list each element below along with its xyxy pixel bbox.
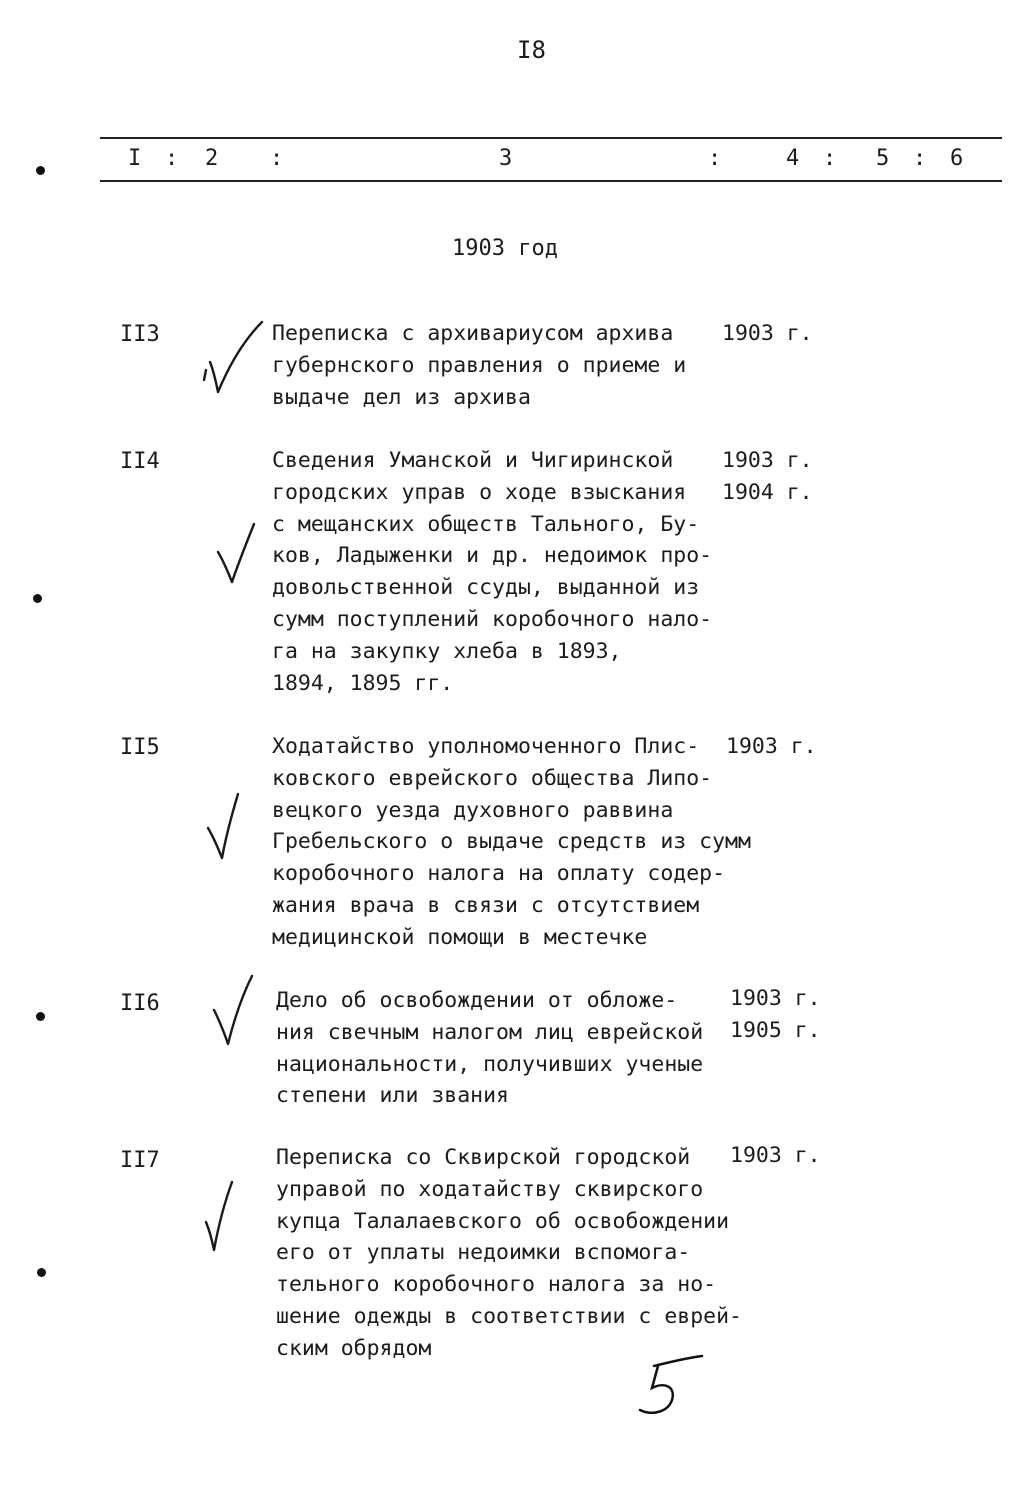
record-number: II6	[120, 991, 160, 1016]
column-separator: :	[913, 146, 927, 171]
checkmark-icon	[204, 790, 264, 865]
margin-dot	[33, 594, 42, 603]
margin-dot	[36, 1012, 45, 1021]
page-number: I8	[517, 36, 546, 64]
record-title: Переписка с архивариусом архива губернского правления о приеме и выдаче дел из архива	[272, 321, 687, 410]
column-separator: :	[823, 146, 837, 171]
record-dates: 1903 г.	[730, 1143, 821, 1168]
margin-dot	[36, 166, 45, 175]
column-header-6: 6	[950, 146, 964, 171]
margin-dot	[37, 1268, 46, 1277]
header-rule-bottom	[100, 180, 1002, 182]
record-number: II7	[120, 1148, 160, 1173]
record-number: II5	[120, 735, 160, 760]
record-title: Сведения Уманской и Чигиринской городских управ о ходе взыскания с мещанских обществ Тального, Бу- ков, Ладыженки и др. недоимок про- довольственной ссуды, выданной из сумм поступлений коробочного нало- га на закупку хлеба в 1893, 1894, 1895 гг.	[272, 448, 713, 696]
handwritten-sheet-number-text	[640, 1365, 664, 1411]
record-title: Ходатайство уполномоченного Плис- ковского еврейского общества Липо- вецкого уезда духовного раввина Гребельского о выдаче средств из сумм коробочного налога на оплату содер- жания врача в связи с отсутствием медицинской помощи в местечке	[272, 734, 751, 950]
column-header-1: I	[128, 146, 142, 171]
checkmark-icon	[214, 520, 274, 590]
year-heading: 1903 год	[452, 236, 558, 261]
record-number: II3	[120, 322, 160, 347]
record-dates: 1903 г.	[722, 321, 813, 346]
record-dates: 1903 г. 1904 г.	[722, 448, 813, 505]
header-rule-top	[100, 137, 1002, 139]
record-title: Дело об освобождении от обложе- ния свечным налогом лиц еврейской национальности, получивших ученые степени или звания	[276, 988, 704, 1109]
checkmark-icon	[200, 318, 270, 398]
checkmark-icon	[210, 972, 270, 1050]
column-header-4: 4	[786, 146, 800, 171]
checkmark-icon	[202, 1178, 252, 1258]
column-header-5: 5	[876, 146, 890, 171]
record-dates: 1903 г.	[726, 734, 817, 759]
record-number: II4	[120, 449, 160, 474]
column-header-3: 3	[499, 146, 513, 171]
column-separator: :	[165, 146, 179, 171]
record-dates: 1903 г. 1905 г.	[730, 986, 821, 1043]
record-title: Переписка со Сквирской городской управой по ходатайству сквирского купца Талалаевского об освобождении его от уплаты недоимки вспомога- тельного коробочного налога за но- шение одежды в соответствии с еврей- ским обрядом	[276, 1145, 742, 1361]
column-separator: :	[708, 146, 722, 171]
column-separator: :	[270, 146, 284, 171]
column-header-2: 2	[205, 146, 219, 171]
